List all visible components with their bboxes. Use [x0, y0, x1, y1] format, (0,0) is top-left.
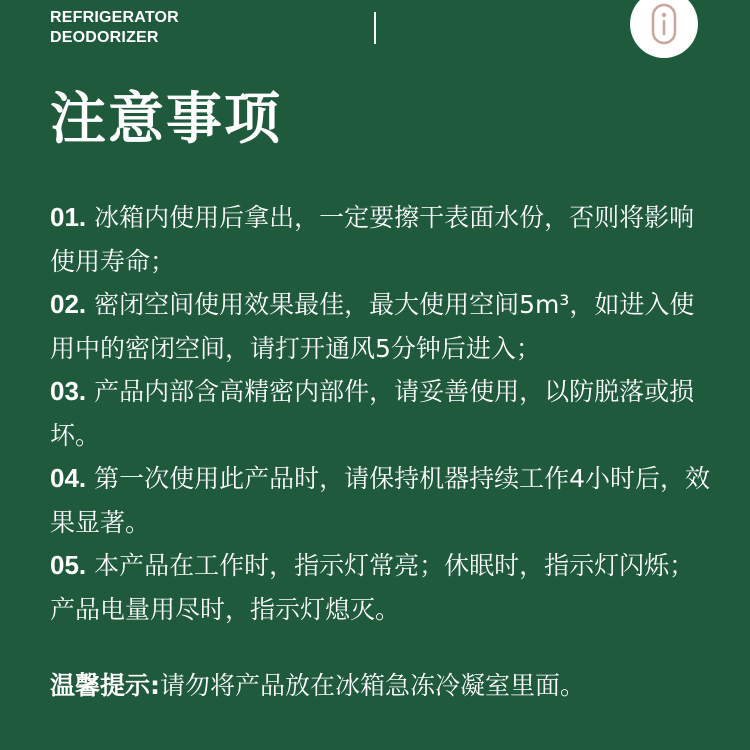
brand-line-1: REFRIGERATOR	[50, 9, 179, 26]
brand-line-2: DEODORIZER	[50, 29, 159, 46]
note-text: 密闭空间使用效果最佳，最大使用空间5m³，如进入使用中的密闭空间，请打开通风5分钟后进入；	[50, 290, 695, 363]
brand-name	[50, 8, 179, 48]
note-number: 02.	[50, 289, 87, 319]
note-item	[50, 196, 710, 283]
note-number: 01.	[50, 202, 87, 232]
note-item	[50, 457, 710, 544]
note-item	[50, 283, 710, 370]
note-number: 03.	[50, 376, 87, 406]
note-text: 本产品在工作时，指示灯常亮；休眠时，指示灯闪烁；产品电量用尽时，指示灯熄灭。	[50, 551, 695, 624]
note-number: 04.	[50, 463, 87, 493]
tip-text: 请勿将产品放在冰箱急冻冷凝室里面。	[160, 671, 586, 700]
warm-tip	[50, 664, 730, 708]
product-badge	[630, 0, 698, 58]
header-divider	[374, 12, 376, 44]
note-number: 05.	[50, 550, 87, 580]
page-title: 注意事项	[50, 87, 282, 152]
deodorizer-device-icon	[647, 2, 681, 46]
note-text: 冰箱内使用后拿出，一定要擦干表面水份，否则将影响使用寿命；	[50, 203, 695, 276]
note-item	[50, 370, 710, 457]
tip-label: 温馨提示:	[50, 671, 160, 700]
note-text: 第一次使用此产品时，请保持机器持续工作4小时后，效果显著。	[50, 464, 711, 537]
notes-list	[50, 196, 710, 631]
note-item	[50, 544, 710, 631]
note-text: 产品内部含高精密内部件，请妥善使用，以防脱落或损坏。	[50, 377, 695, 450]
